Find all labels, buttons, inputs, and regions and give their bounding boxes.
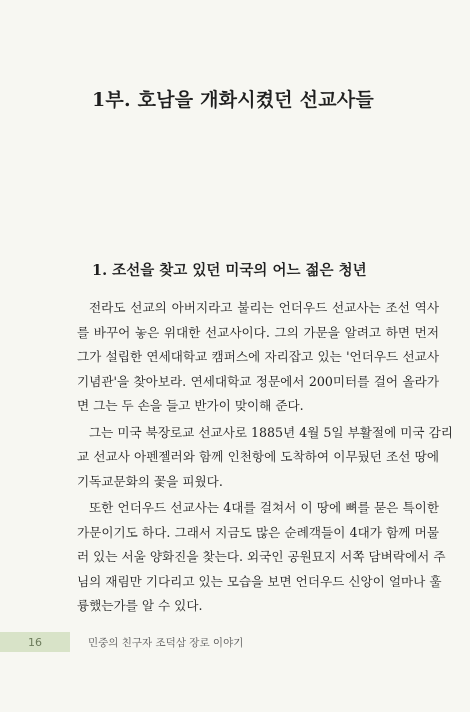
page-number: 16 <box>28 635 42 649</box>
text-line: 를 바꾸어 놓은 위대한 선교사이다. 그의 가문을 알려고 하면 먼저 <box>77 324 439 340</box>
text-line: 면 그는 두 손을 들고 반가이 맞이해 준다. <box>77 398 304 413</box>
paragraph-1 <box>77 296 439 419</box>
text-line: 가문이기도 하다. 그래서 지금도 많은 순례객들이 4대가 함께 머물 <box>77 524 439 540</box>
paragraph-3 <box>77 496 446 619</box>
page-number-tab <box>0 632 70 652</box>
text-line: 륭했는가를 알 수 있다. <box>77 598 203 613</box>
text-line: 러 있는 서울 양화진을 찾는다. 외국인 공원묘지 서쪽 담벼락에서 주 <box>77 549 446 564</box>
body-text <box>77 296 453 619</box>
text-line: 기념관'을 찾아보라. 연세대학교 정문에서 200미터를 걸어 올라가 <box>77 373 439 389</box>
text-line: 님의 재림만 기다리고 있는 모습을 보면 언더우드 신앙이 얼마나 훌 <box>77 573 442 589</box>
text-line: 또한 언더우드 선교사는 4대를 걸쳐서 이 땅에 뼈를 묻은 특이한 <box>89 500 439 515</box>
text-line: 그가 설립한 연세대학교 캠퍼스에 자리잡고 있는 '언더우드 선교사 <box>77 349 439 364</box>
paragraph-2 <box>77 421 453 495</box>
text-line: 교 선교사 아펜젤러와 함께 인천항에 도착하여 이무뒀던 조선 땅에 <box>77 449 439 464</box>
text-line: 그는 미국 북장로교 선교사로 1885년 4월 5일 부활절에 미국 감리 <box>89 424 453 440</box>
section-title: 1. 조선을 찾고 있던 미국의 어느 젊은 청년 <box>92 262 367 280</box>
text-line: 전라도 선교의 아버지라고 불리는 언더우드 선교사는 조선 역사 <box>89 300 439 315</box>
running-title: 민중의 친구자 조덕삼 장로 이야기 <box>88 637 244 649</box>
page-footer <box>0 632 470 652</box>
text-line: 기독교문화의 꽃을 피웠다. <box>77 473 223 489</box>
part-title: 1부. 호남을 개화시켰던 선교사들 <box>92 88 374 111</box>
